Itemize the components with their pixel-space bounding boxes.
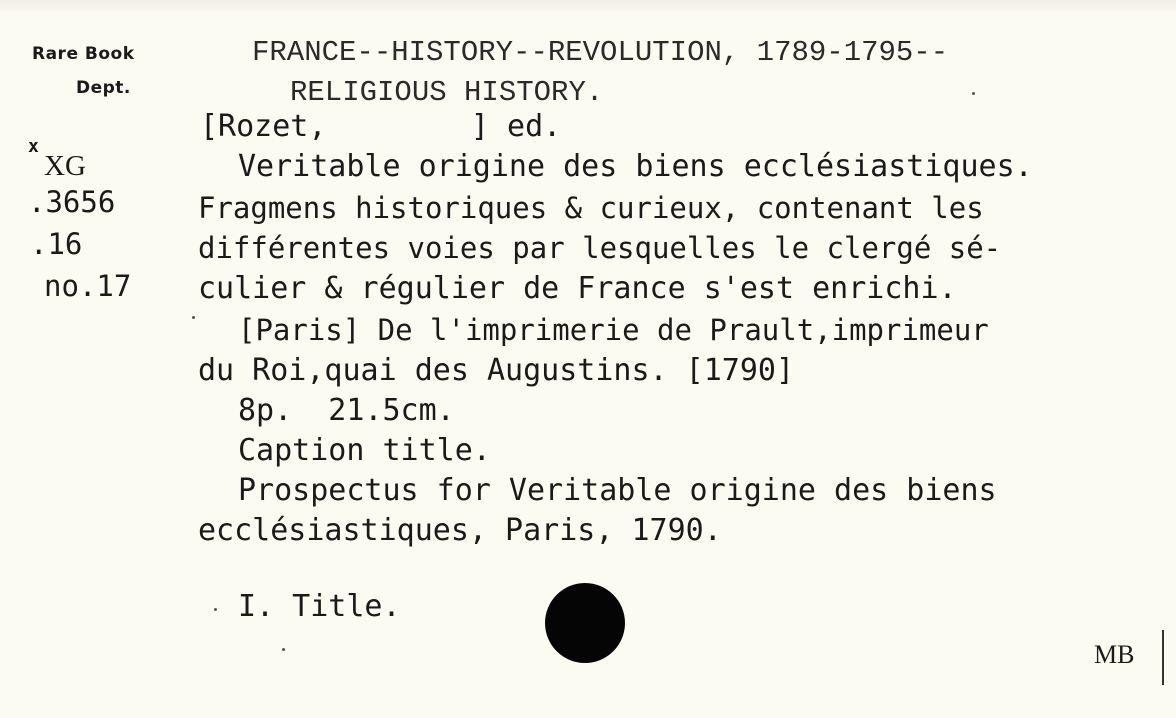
call-number-line-3: .16: [30, 227, 83, 261]
speck: [282, 648, 285, 651]
speck: [192, 316, 195, 319]
imprint-line-2: du Roi,quai des Augustins. [1790]: [198, 353, 795, 388]
call-number-line-2: .3656: [28, 185, 116, 219]
card-top-edge: [0, 0, 1176, 14]
author-line: [Rozet, ] ed.: [200, 109, 562, 144]
call-number-line-4: no.17: [44, 269, 132, 303]
cataloger-initials: MB: [1094, 640, 1135, 669]
note-line-1: Caption title.: [238, 433, 491, 468]
tracing-line: I. Title.: [238, 589, 401, 624]
punched-hole: [545, 583, 625, 663]
title-line-1: Veritable origine des biens ecclésiastiques.: [238, 149, 1033, 184]
card-right-edge-mark: [1162, 630, 1164, 685]
title-line-4: culier & régulier de France s'est enrichi.: [198, 271, 957, 306]
call-number-mark: x: [28, 136, 39, 157]
speck: [972, 92, 975, 95]
note-line-2a: Prospectus for Veritable origine des biens: [238, 473, 997, 508]
stamp-line-2: Dept.: [76, 78, 131, 98]
note-line-2b: ecclésiastiques, Paris, 1790.: [198, 513, 722, 548]
subject-heading-line-2: RELIGIOUS HISTORY.: [290, 76, 604, 109]
title-line-2: Fragmens historiques & curieux, contenant les: [198, 191, 984, 225]
stamp-line-1: Rare Book: [32, 44, 135, 64]
collation-line: 8p. 21.5cm.: [238, 393, 455, 428]
speck: [214, 608, 217, 611]
subject-heading-line-1: FRANCE--HISTORY--REVOLUTION, 1789-1795--: [252, 36, 949, 69]
imprint-line-1: [Paris] De l'imprimerie de Prault,imprimeur: [238, 313, 989, 347]
title-line-3: différentes voies par lesquelles le clergé sé-: [198, 231, 1002, 265]
call-number-line-1: XG: [44, 150, 86, 182]
